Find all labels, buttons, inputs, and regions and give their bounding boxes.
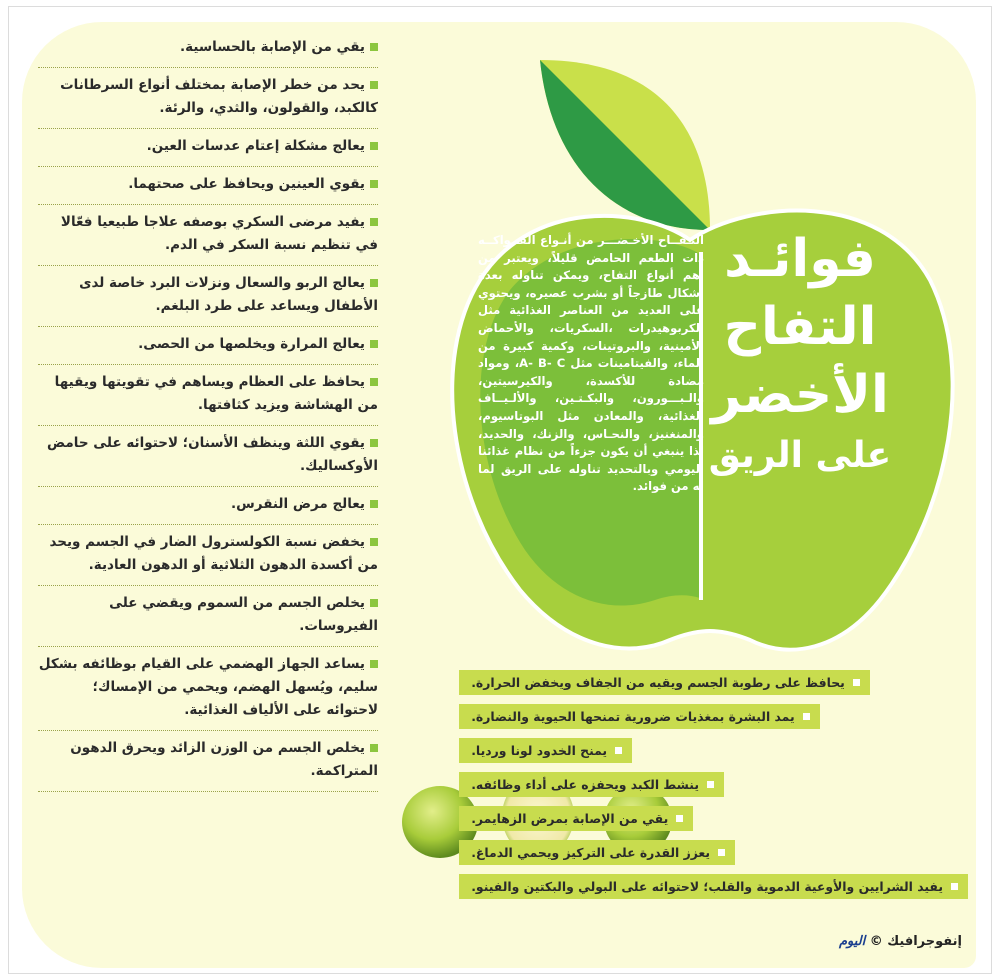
square-bullet-icon xyxy=(370,538,378,546)
left-benefit-item xyxy=(38,731,378,792)
right-benefit-bar xyxy=(459,874,968,899)
right-benefit-item xyxy=(459,772,968,797)
square-bullet-icon xyxy=(370,599,378,607)
right-benefits-list xyxy=(459,670,968,908)
square-bullet-icon xyxy=(676,815,683,822)
credit xyxy=(839,934,962,949)
left-benefit-item xyxy=(38,487,378,525)
left-benefit-item xyxy=(38,68,378,129)
left-benefit-item xyxy=(38,365,378,426)
right-benefit-item xyxy=(459,738,968,763)
square-bullet-icon xyxy=(370,142,378,150)
right-benefit-bar xyxy=(459,704,819,729)
right-benefit-item xyxy=(459,670,968,695)
square-bullet-icon xyxy=(370,500,378,508)
right-benefit-text: يحافظ على رطوبة الجسم ويقيه من الجفاف ويخفض الحرارة. xyxy=(471,675,845,690)
square-bullet-icon xyxy=(803,713,810,720)
square-bullet-icon xyxy=(370,81,378,89)
square-bullet-icon xyxy=(370,43,378,51)
right-benefit-text: ينشط الكبد ويحفزه على أداء وظائفه. xyxy=(471,777,699,792)
square-bullet-icon xyxy=(951,883,958,890)
square-bullet-icon xyxy=(370,340,378,348)
right-benefit-text: يقي من الإصابة بمرض الزهايمر. xyxy=(471,811,669,826)
right-benefit-text: يفيد الشرايين والأوعية الدموية والقلب؛ لاحتوائه على البولي والبكتين والفينو. xyxy=(471,879,943,894)
intro-text: التـفــاح الأخـضـــر من أنـواع الفــواكــه ذات الطعم الحامض قليلاً، ويعتبر من أهم أنواع التفاح، ويمكن تناوله بعدة أشكال طازجاً أو بشرب عصيره، ويحتوي على العديد من العناصر الغذائية مثل الكربوهيدرات ،السكريات، والأحماض الأمينية، والبروتينات، وكمية كبيرة من الماء، والفيتامينات مثل A- B- C، ومواد مضادة للأكسدة، والكيرسيتين، والـبـــورون، والبكـتـين، والألـيــاف الغذائية، والمعادن مثل البوتاسيوم، والمنغنيز، والنحـاس، والزنك، والحديد، لذا ينبغي أن يكون جزءاً من نظام غذائنا اليومي وبالتحديد تناوله على الريق لما له من فوائد. xyxy=(478,233,704,494)
square-bullet-icon xyxy=(370,279,378,287)
left-benefit-text: يقوي العينين ويحافظ على صحتهما. xyxy=(128,176,365,192)
right-benefit-bar xyxy=(459,670,870,695)
right-benefit-text: يمد البشرة بمغذيات ضرورية تمنحها الحيوية والنضارة. xyxy=(471,709,795,724)
title xyxy=(700,225,900,483)
square-bullet-icon xyxy=(370,218,378,226)
title-line-4: على الريق xyxy=(708,435,892,476)
left-benefit-text: يخفض نسبة الكولسترول الضار في الجسم ويحد من أكسدة الدهون الثلاثية أو الدهون العادية. xyxy=(49,534,378,573)
left-benefit-item xyxy=(38,30,378,68)
square-bullet-icon xyxy=(707,781,714,788)
left-benefit-item xyxy=(38,525,378,586)
square-bullet-icon xyxy=(370,180,378,188)
left-benefit-text: يحافظ على العظام ويساهم في تقويتها ويقيها من الهشاشة ويزيد كثافتها. xyxy=(54,374,378,413)
square-bullet-icon xyxy=(370,744,378,752)
left-benefit-text: يخلص الجسم من السموم ويقضي على الفيروسات. xyxy=(109,595,378,634)
leaf-icon xyxy=(540,60,710,230)
right-benefit-item xyxy=(459,840,968,865)
square-bullet-icon xyxy=(853,679,860,686)
left-benefit-item xyxy=(38,426,378,487)
right-benefit-bar xyxy=(459,806,693,831)
left-benefit-text: يخلص الجسم من الوزن الزائد ويحرق الدهون المتراكمة. xyxy=(70,740,378,779)
left-benefit-item xyxy=(38,205,378,266)
right-benefit-bar xyxy=(459,772,724,797)
left-benefit-text: يعالج المرارة ويخلصها من الحصى. xyxy=(138,336,365,352)
left-benefit-item xyxy=(38,266,378,327)
left-benefit-text: يفيد مرضى السكري بوصفه علاجا طبيعيا فعّالا في تنظيم نسبة السكر في الدم. xyxy=(60,214,378,253)
right-benefit-bar xyxy=(459,738,632,763)
brand-logo: اليوم xyxy=(838,934,866,949)
square-bullet-icon xyxy=(615,747,622,754)
right-benefit-text: يمنح الخدود لونا ورديا. xyxy=(471,743,608,758)
credit-label: إنفوجرافيك © xyxy=(869,934,962,949)
left-benefit-item xyxy=(38,586,378,647)
title-line-2: التفاح xyxy=(723,297,877,357)
right-benefit-text: يعزز القدرة على التركيز ويحمي الدماغ. xyxy=(471,845,711,860)
left-benefit-item xyxy=(38,647,378,731)
square-bullet-icon xyxy=(370,378,378,386)
right-benefit-item xyxy=(459,874,968,899)
left-benefit-item xyxy=(38,167,378,205)
left-benefit-text: يساعد الجهاز الهضمي على القيام بوظائفه بشكل سليم، ويُسهل الهضم، ويحمي من الإمساك؛ لاحتوائه على الألياف الغذائية. xyxy=(38,656,378,718)
title-line-1: فوائـد xyxy=(724,229,876,289)
left-benefit-text: يعالج مشكلة إعتام عدسات العين. xyxy=(146,138,365,154)
left-benefit-text: يقوي اللثة وينظف الأسنان؛ لاحتوائه على حامض الأوكساليك. xyxy=(47,435,378,474)
square-bullet-icon xyxy=(370,439,378,447)
left-benefits-list xyxy=(38,30,378,792)
right-benefit-item xyxy=(459,806,968,831)
left-benefit-text: يعالج الربو والسعال ونزلات البرد خاصة لدى الأطفال ويساعد على طرد البلغم. xyxy=(79,275,378,314)
left-benefit-item xyxy=(38,129,378,167)
left-benefit-item xyxy=(38,327,378,365)
left-benefit-text: يعالج مرض النقرس. xyxy=(231,496,365,512)
square-bullet-icon xyxy=(370,660,378,668)
left-benefit-text: يحد من خطر الإصابة بمختلف أنواع السرطانات كالكبد، والقولون، والثدي، والرئة. xyxy=(60,77,378,116)
square-bullet-icon xyxy=(718,849,725,856)
right-benefit-item xyxy=(459,704,968,729)
title-line-3: الأخضر xyxy=(711,365,889,425)
right-benefit-bar xyxy=(459,840,735,865)
left-benefit-text: يقي من الإصابة بالحساسية. xyxy=(180,39,365,55)
